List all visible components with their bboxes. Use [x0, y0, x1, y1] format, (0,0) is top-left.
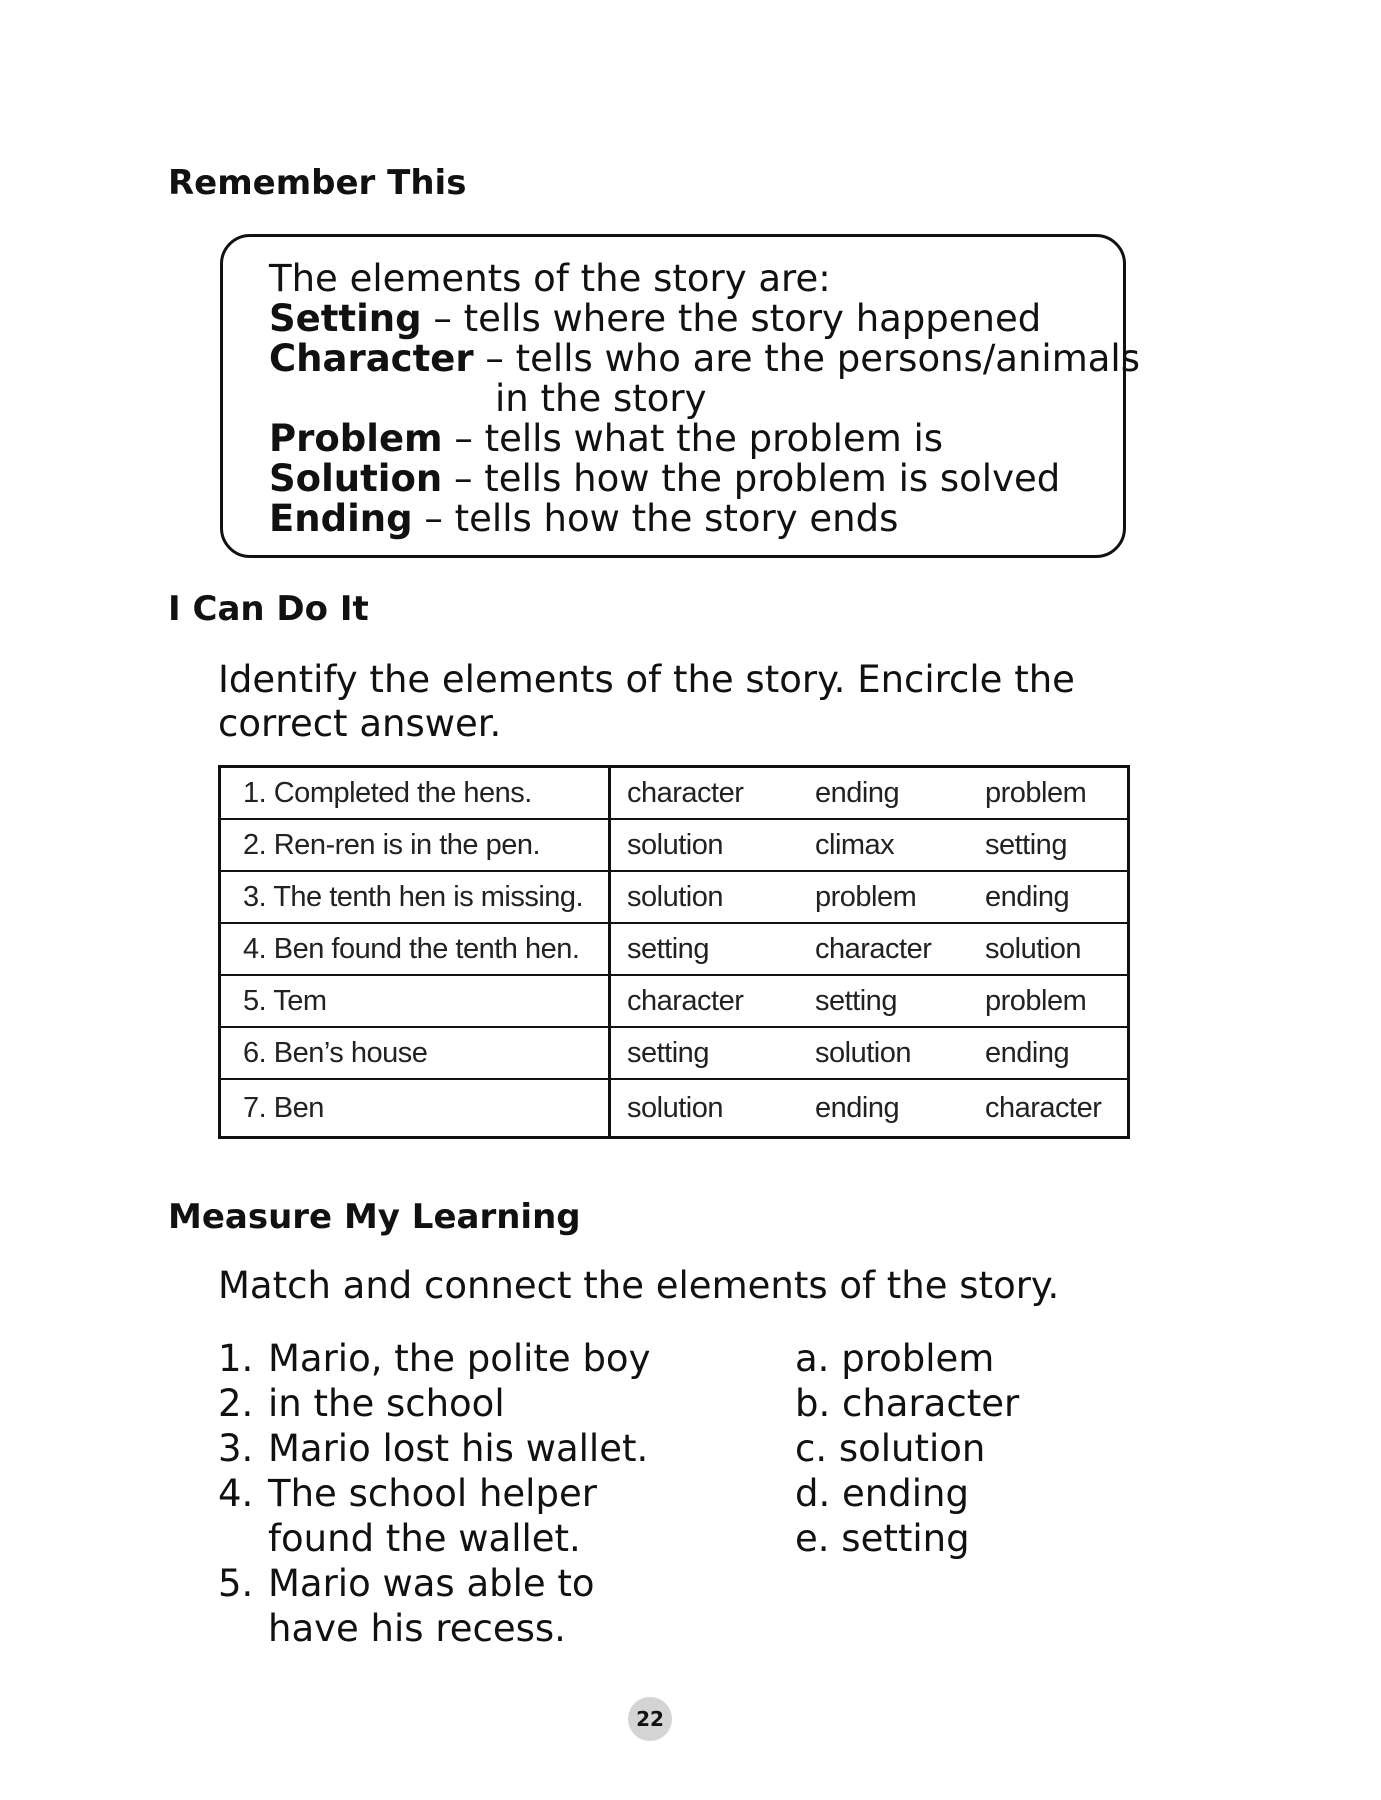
item-text-cont: found the wallet.	[268, 1517, 581, 1560]
option-cell[interactable]: problem	[799, 871, 969, 923]
element-character	[269, 337, 1140, 380]
option-cell[interactable]: ending	[969, 1027, 1129, 1079]
option-cell[interactable]: setting	[799, 975, 969, 1027]
option-cell[interactable]: character	[610, 767, 800, 820]
measure-instruction: Match and connect the elements of the story.	[218, 1264, 1060, 1307]
option-cell[interactable]: problem	[969, 975, 1129, 1027]
choice-item[interactable]: e. setting	[795, 1517, 970, 1560]
choice-item[interactable]: d. ending	[795, 1472, 969, 1515]
remember-heading: Remember This	[168, 163, 467, 203]
item-text: Mario lost his wallet.	[268, 1427, 649, 1470]
question-cell: 2. Ren-ren is in the pen.	[220, 819, 610, 871]
match-choices-list	[795, 1336, 1019, 1561]
option-cell[interactable]: character	[799, 923, 969, 975]
remember-box	[220, 234, 1140, 558]
page-number: 22	[628, 1697, 672, 1741]
element-desc: – tells how the story ends	[412, 497, 899, 540]
item-text: Mario was able to	[268, 1562, 595, 1605]
element-term: Character	[269, 337, 474, 380]
element-term: Setting	[269, 297, 422, 340]
item-number: 5.	[218, 1562, 254, 1605]
item-number: 2.	[218, 1382, 254, 1425]
option-cell[interactable]: character	[610, 975, 800, 1027]
question-cell: 7. Ben	[220, 1079, 610, 1138]
choice-item[interactable]: c. solution	[795, 1427, 986, 1470]
element-desc: – tells where the story happened	[421, 297, 1042, 340]
element-problem	[269, 419, 1123, 459]
match-items-list	[218, 1336, 650, 1651]
option-cell[interactable]: solution	[610, 871, 800, 923]
can-do-instruction	[218, 658, 1075, 746]
can-do-instruction-line1: Identify the elements of the story. Encircle the	[218, 658, 1075, 701]
table-row	[220, 819, 1129, 871]
choice-item[interactable]: a. problem	[795, 1337, 995, 1380]
question-cell: 3. The tenth hen is missing.	[220, 871, 610, 923]
element-solution	[269, 459, 1123, 499]
element-desc: – tells what the problem is	[442, 417, 944, 460]
option-cell[interactable]: solution	[610, 819, 800, 871]
question-cell: 5. Tem	[220, 975, 610, 1027]
choice-item[interactable]: b. character	[795, 1382, 1020, 1425]
list-item[interactable]	[218, 1471, 650, 1561]
option-cell[interactable]: ending	[799, 767, 969, 820]
item-text: in the school	[268, 1382, 505, 1425]
list-item[interactable]	[218, 1381, 650, 1426]
element-desc: – tells how the problem is solved	[442, 457, 1061, 500]
item-text: Mario, the polite boy	[268, 1337, 651, 1380]
option-cell[interactable]: solution	[969, 923, 1129, 975]
item-text-cont: have his recess.	[268, 1607, 566, 1650]
option-cell[interactable]: solution	[799, 1027, 969, 1079]
item-number: 1.	[218, 1337, 254, 1380]
option-cell[interactable]: ending	[799, 1079, 969, 1138]
can-do-instruction-line2: correct answer.	[218, 702, 502, 745]
question-cell: 1. Completed the hens.	[220, 767, 610, 820]
remember-intro: The elements of the story are:	[269, 257, 831, 300]
answer-table	[218, 765, 1130, 1139]
element-ending	[269, 499, 1123, 539]
list-item[interactable]	[218, 1426, 650, 1471]
question-cell: 4. Ben found the tenth hen.	[220, 923, 610, 975]
option-cell[interactable]: solution	[610, 1079, 800, 1138]
table-row	[220, 1079, 1129, 1138]
question-cell: 6. Ben’s house	[220, 1027, 610, 1079]
table-row	[220, 1027, 1129, 1079]
item-number: 3.	[218, 1427, 254, 1470]
table-row	[220, 871, 1129, 923]
element-character-cont: in the story	[495, 377, 707, 420]
element-term: Problem	[269, 417, 443, 460]
element-term: Solution	[269, 457, 443, 500]
item-text: The school helper	[268, 1472, 597, 1515]
table-row	[220, 975, 1129, 1027]
item-number: 4.	[218, 1472, 254, 1515]
option-cell[interactable]: climax	[799, 819, 969, 871]
element-term: Ending	[269, 497, 413, 540]
option-cell[interactable]: character	[969, 1079, 1129, 1138]
list-item[interactable]	[218, 1561, 650, 1651]
can-do-heading: I Can Do It	[168, 589, 369, 629]
table-row	[220, 767, 1129, 820]
measure-heading: Measure My Learning	[168, 1197, 581, 1237]
table-row	[220, 923, 1129, 975]
option-cell[interactable]: setting	[610, 923, 800, 975]
option-cell[interactable]: problem	[969, 767, 1129, 820]
element-setting	[269, 299, 1123, 339]
list-item[interactable]	[218, 1336, 650, 1381]
element-desc: – tells who are the persons/animals	[473, 337, 1140, 380]
option-cell[interactable]: setting	[610, 1027, 800, 1079]
option-cell[interactable]: ending	[969, 871, 1129, 923]
option-cell[interactable]: setting	[969, 819, 1129, 871]
